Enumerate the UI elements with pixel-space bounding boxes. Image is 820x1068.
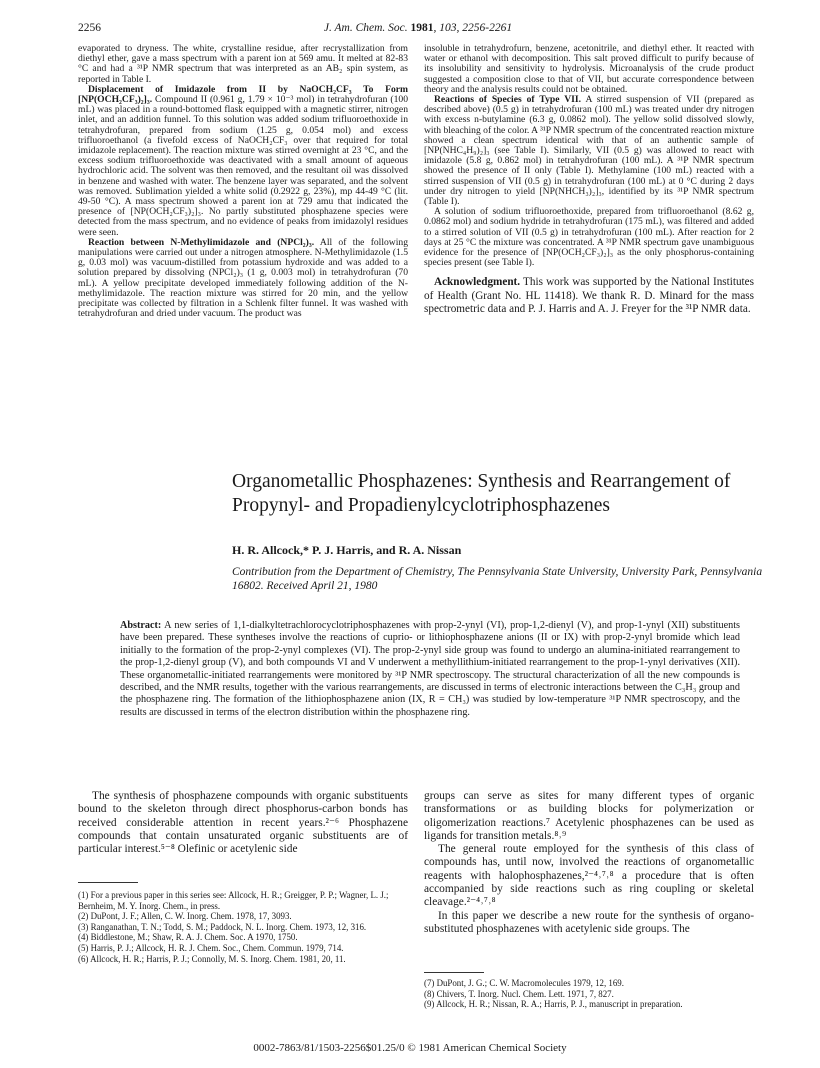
page-number: 2256 xyxy=(78,22,101,34)
journal-citation xyxy=(78,22,758,34)
running-header xyxy=(78,22,758,38)
footnote: (5) Harris, P. J.; Allcock, H. R. J. Chem. Soc., Chem. Commun. 1979, 714. xyxy=(78,942,344,953)
paragraph-body: A stirred suspension of VII (prepared as described above) (0.5 g) in tetrahydrofuran (100 mL) was treated under dry nitrogen with excess n-butylamine (6.3 g, 0.0862 mol). The yellow solid dissolved slowly, with bleaching of the color. A ³¹P NMR spectrum of the concentrated reaction mixture showed a clean spectrum identical with that of an authentic sample of [NP(NHC₄H₉)₂]₃ (see Table I). Similarly, VII (0.5 g) was allowed to react with imidazole (5.8 g, 0.862 mol) in tetrahydrofuran (100 mL). A ³¹P NMR spectrum showed the presence of II only (Table I). Methylamine (100 mL) reacted with a stirred suspension of VII (0.5 g) in tetrahydrofuran (100 mL) at 0 °C during 2 days under dry nitrogen to yield [NP(NHCH₃)₂]₃, identified by its ³¹P NMR spectrum (Table I). xyxy=(424,94,755,208)
footnote: (9) Allcock, H. R.; Nissan, R. A.; Harris, P. J., manuscript in preparation. xyxy=(424,999,683,1010)
bottom-left-column xyxy=(78,790,408,856)
article-title: Organometallic Phosphazenes: Synthesis and Rearrangement of Propynyl- and Propadienylcyclotriphosphazenes xyxy=(232,471,731,516)
footnote: (2) DuPont, J. F.; Allen, C. W. Inorg. Chem. 1978, 17, 3093. xyxy=(78,911,292,922)
paragraph-body: All of the following manipulations were carried out under a nitrogen atmosphere. N-Methylimidazole (1.5 g, 0.03 mol) was vacuum-distilled from potassium hydroxide and was added to a solution prepared by dissolving (NPCl₂)₃ (1 g, 0.003 mol) in tetrahydrofuran (70 mL). A yellow precipitate developed immediately following addition of the N-methylimidazole. The reaction mixture was stirred for 20 min, and the yellow precipitate was collected by filtration in a Schlenk filter funnel. It was washed with tetrahydrofuran and dried under vacuum. The product was xyxy=(78,236,408,320)
journal-volume-pages: , 103, 2256-2261 xyxy=(433,22,513,34)
paragraph-body: Compound II (0.961 g, 1.79 × 10⁻³ mol) in tetrahydrofuran (100 mL) was placed in a round-bottomed flask equipped with a magnetic stirrer, nitrogen inlet, and an addition funnel. To this solution was added sodium trifluoroethoxide in tetrahydrofuran, prepared from sodium (1.25 g, 0.054 mol) and excess trifluoroethanol (a fivefold excess of NaOCH₂CF₃ over that required for total imidazole replacement). The reaction mixture was stirred overnight at 23 °C, and the excess sodium trifluoroethoxide was deactivated with a small amount of aqueous hydrochloric acid. The solvent was then removed, and the resultant oil was dissolved in benzene and washed with water. The benzene layer was separated, and the solvent was removed. Sublimation yielded a white solid (0.2922 g, 23%), mp 44-49 °C (lit. 49-50 °C). A mass spectrum showed a parent ion at 729 amu that indicated the presence of [NP(OCH₂CF₃)₂]₃. No partly substituted phosphazene species were detected from the mass spectrum, and no evidence of peaks from imidazolyl residues were seen. xyxy=(78,94,408,238)
bottom-right-column xyxy=(424,790,754,936)
footnote-rule xyxy=(424,972,484,973)
run-in-heading: Reactions of Species of Type VII. xyxy=(434,94,582,106)
top-left-column xyxy=(78,44,408,319)
article-affiliation: Contribution from the Department of Chemistry, The Pennsylvania State University, University Park, Pennsylvania 16802. Received April 21, 1980 xyxy=(232,566,763,592)
footnotes-left xyxy=(78,890,408,964)
footnote: (1) For a previous paper in this series see: Allcock, H. R.; Greigger, P. P.; Wagner, L. J.; Bernheim, M. Y. Inorg. Chem., in press. xyxy=(78,890,389,911)
acknowledgment-heading: Acknowledgment. xyxy=(434,276,521,289)
paragraph: In this paper we describe a new route for the synthesis of organo-substituted phosphazenes with acetylenic side groups. The xyxy=(424,909,754,935)
journal-year: 1981 xyxy=(410,22,434,34)
paragraph xyxy=(78,85,408,238)
footnote: (8) Chivers, T. Inorg. Nucl. Chem. Lett. 1971, 7, 827. xyxy=(424,988,614,999)
footnote: (3) Ranganathan, T. N.; Todd, S. M.; Paddock, N. L. Inorg. Chem. 1973, 12, 316. xyxy=(78,921,367,932)
footnote: (6) Allcock, H. R.; Harris, P. J.; Connolly, M. S. Inorg. Chem. 1981, 20, 11. xyxy=(78,953,346,964)
paragraph xyxy=(78,238,408,320)
footnote: (7) DuPont, J. G.; C. W. Macromolecules 1979, 12, 169. xyxy=(424,978,624,988)
run-in-heading: Reaction between N-Methylimidazole and (NPCl₂)₃. xyxy=(88,236,315,248)
abstract-label: Abstract: xyxy=(120,620,162,631)
acknowledgment xyxy=(424,276,754,317)
acknowledgment-body: This work was supported by the National Institutes of Health (Grant No. HL 11418). We thank R. D. Minard for the mass spectrometric data and P. J. Harris and A. J. Freyer for the ³¹P NMR data. xyxy=(424,276,754,316)
footnote-rule xyxy=(78,882,138,883)
footnote: (4) Biddlestone, M.; Shaw, R. A. J. Chem. Soc. A 1970, 1750. xyxy=(78,932,298,943)
paragraph: A solution of sodium trifluoroethoxide, prepared from trifluoroethanol (8.62 g, 0.0862 mol) and sodium hydride in tetrahydrofuran (175 mL), was filtered and added to a stirred solution of VII (0.5 g) in tetrahydrofuran (100 mL). After reaction for 2 days at 25 °C the mixture was concentrated. A ³¹P NMR spectrum gave unambiguous evidence for the presence of [NP(OCH₂CF₃)₂]₃ as the only phosphorus-containing species present (see Table I). xyxy=(424,206,754,269)
paragraph: The general route employed for the synthesis of this class of compounds has, until now, involved the reactions of organometallic reagents with halophosphazenes,²⁻⁴˒⁷˒⁸ a procedure that is often accompanied by side reactions such as ring coupling or skeletal cleavage.²⁻⁴˒⁷˒⁸ xyxy=(424,843,754,909)
top-right-column xyxy=(424,44,754,317)
paragraph: evaporated to dryness. The white, crystalline residue, after recrystallization from diethyl ether, gave a mass spectrum with a parent ion at 569 amu. It melted at 82-83 °C and had a ³¹P NMR spectrum that was interpreted as an AB₂ spin system, as reported in Table I. xyxy=(78,43,408,85)
footnotes-right xyxy=(424,978,754,1010)
paragraph xyxy=(424,95,754,207)
journal-name: J. Am. Chem. Soc. xyxy=(323,22,408,34)
page-footer: 0002-7863/81/1503-2256$01.25/0 © 1981 American Chemical Society xyxy=(253,1042,567,1054)
article-authors: H. R. Allcock,* P. J. Harris, and R. A. Nissan xyxy=(232,543,462,557)
run-in-heading: Displacement of Imidazole from II by NaOCH₂CF₃ To Form [NP(OCH₂CF₃)₂]₃. xyxy=(78,83,408,106)
paragraph: The synthesis of phosphazene compounds with organic substituents bound to the skeleton through direct phosphorus-carbon bonds has received considerable attention in recent years.²⁻⁶ Phosphazene compounds that contain unsaturated organic substituents are of particular interest.⁵⁻⁸ Olefinic or acetylenic side xyxy=(78,790,408,856)
abstract-text: A new series of 1,1-dialkyltetrachlorocyclotriphosphazenes with prop-2-ynyl (VI), prop-1,2-dienyl (V), and prop-1-ynyl (XII) substituents have been prepared. These syntheses involve the reactions of cuprio- or lithiophosphazene anions (II or IX) with prop-2-ynyl bromide which lead initially to the formation of the prop-2-ynyl complexes (VI). The prop-2-ynyl side group was found to undergo an alumina-initiated rearrangement to the prop-1,2-dienyl group (V), and both compounds VI and V underwent a methyllithium-initiated rearrangement to the prop-1-ynyl derivatives (XII). These organometallic-initiated rearrangements were monitored by ³¹P NMR spectroscopy. The structural characterization of all the new compounds is described, and the NMR results, together with the various rearrangements, are discussed in terms of electronic interactions between the C₃H₃ group and the phosphazene ring. The formation of the lithiophosphazene anion (IX, R = CH₃) was studied by low-temperature ³¹P NMR spectroscopy, and the results are discussed in terms of the electron distribution within the phosphazene ring. xyxy=(120,620,740,718)
abstract xyxy=(120,620,740,719)
paragraph: insoluble in tetrahydrofurn, benzene, acetonitrile, and diethyl ether. It reacted with water or ethanol with decomposition. This salt proved difficult to purify because of its insolubility and sensitivity to hydrolysis. Microanalysis of the crude product suggested a composition close to that of VII, but accurate correspondence between theory and the analysis results could not be obtained. xyxy=(424,43,754,95)
paragraph: groups can serve as sites for many different types of organic transformations or as building blocks for polymerization or oligomerization reactions.⁷ Acetylenic phosphazenes can be used as ligands for transition metals.⁸˒⁹ xyxy=(424,790,754,842)
